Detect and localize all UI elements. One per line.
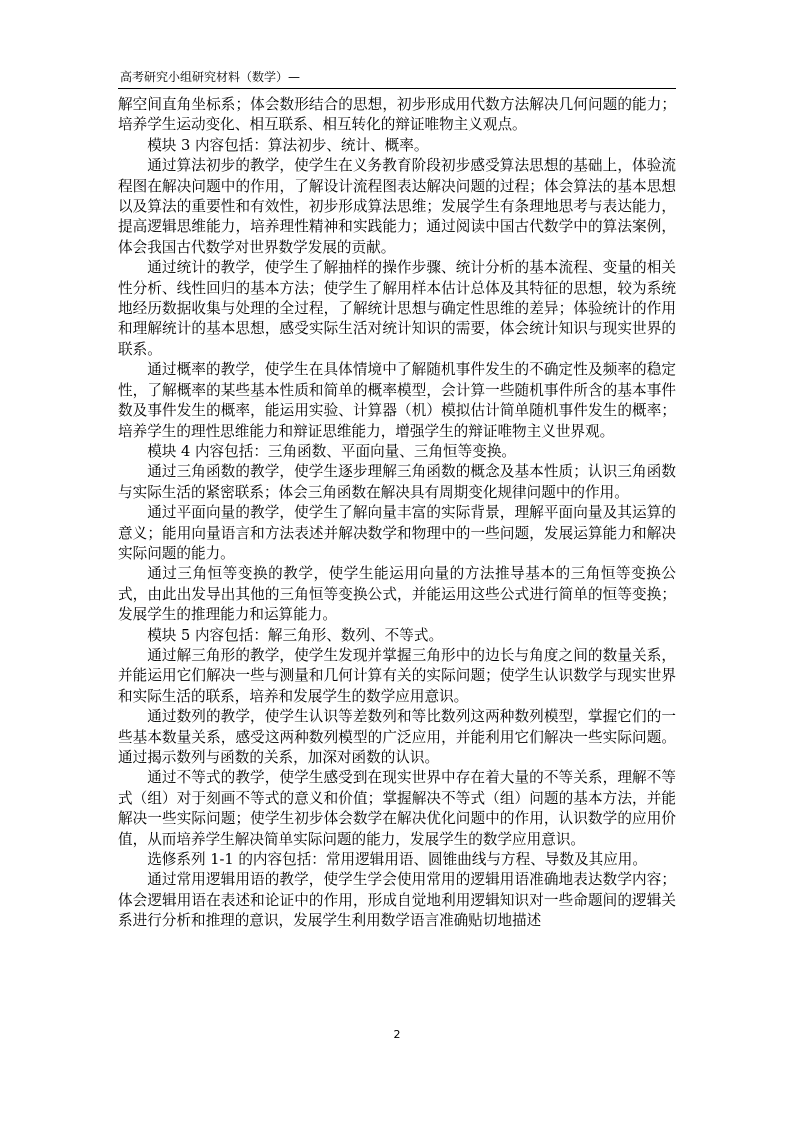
paragraph: 通过解三角形的教学，使学生发现并掌握三角形中的边长与角度之间的数量关系，并能运用它们解决一些与测量和几何计算有关的实际问题；使学生认识数学与现实世界和实际生活的联系，培养和发展学生的数学应用意识。 (118, 646, 676, 705)
paragraph: 选修系列 1-1 的内容包括：常用逻辑用语、圆锥曲线与方程、导数及其应用。 (147, 851, 647, 869)
paragraph: 模块 3 内容包括：算法初步、统计、概率。 (147, 136, 429, 154)
paragraph: 通过算法初步的教学，使学生在义务教育阶段初步感受算法思想的基础上，体验流程图在解决问题中的作用，了解设计流程图表达解决问题的过程；体会算法的基本思想以及算法的重要性和有效性，初步形成算法思维；发展学生有条理地思考与表达能力，提高逻辑思维能力，培养理性精神和实践能力；通过阅读中国古代数学中的算法案例，体会我国古代数学对世界数学发展的贡献。 (118, 157, 676, 256)
document-body (118, 95, 676, 932)
page-header: 高考研究小组研究材料（数学）— (120, 70, 301, 84)
paragraph: 通过数列的教学，使学生认识等差数列和等比数列这两种数列模型，掌握它们的一些基本数量关系，感受这两种数列模型的广泛应用，并能利用它们解决一些实际问题。通过揭示数列与函数的关系，加深对函数的认识。 (118, 708, 676, 766)
page-number: 2 (393, 1028, 401, 1041)
paragraph: 解空间直角坐标系；体会数形结合的思想，初步形成用代数方法解决几何问题的能力；培养学生运动变化、相互联系、相互转化的辩证唯物主义观点。 (118, 96, 676, 134)
paragraph: 通过不等式的教学，使学生感受到在现实世界中存在着大量的不等关系，理解不等式（组）对于刻画不等式的意义和价值；掌握解决不等式（组）问题的基本方法，并能解决一些实际问题；使学生初步体会数学在解决优化问题中的作用，认识数学的应用价值，从而培养学生解决简单实际问题的能力，发展学生的数学应用意识。 (118, 769, 676, 848)
header-divider (118, 88, 676, 89)
paragraph: 模块 4 内容包括：三角函数、平面向量、三角恒等变换。 (147, 442, 517, 460)
paragraph: 通过三角函数的教学，使学生逐步理解三角函数的概念及基本性质；认识三角函数与实际生活的紧密联系；体会三角函数在解决具有周期变化规律问题中的作用。 (118, 463, 676, 501)
paragraph: 通过平面向量的教学，使学生了解向量丰富的实际背景，理解平面向量及其运算的意义；能用向量语言和方法表述并解决数学和物理中的一些问题，发展运算能力和解决实际问题的能力。 (118, 504, 676, 562)
paragraph: 通过三角恒等变换的教学，使学生能运用向量的方法推导基本的三角恒等变换公式，由此出发导出其他的三角恒等变换公式，并能运用这些公式进行简单的恒等变换；发展学生的推理能力和运算能力。 (118, 565, 676, 624)
paragraph: 模块 5 内容包括：解三角形、数列、不等式。 (147, 626, 444, 644)
paragraph: 通过统计的教学，使学生了解抽样的操作步骤、统计分析的基本流程、变量的相关性分析、线性回归的基本方法；使学生了解用样本估计总体及其特征的思想，较为系统地经历数据收集与处理的全过程，了解统计思想与确定性思维的差异；体验统计的作用和理解统计的基本思想，感受实际生活对统计知识的需要，体会统计知识与现实世界的联系。 (118, 259, 676, 358)
paragraph: 通过概率的教学，使学生在具体情境中了解随机事件发生的不确定性及频率的稳定性，了解概率的某些基本性质和简单的概率模型，会计算一些随机事件所含的基本事件数及事件发生的概率，能运用实验、计算器（机）模拟估计简单随机事件发生的概率；培养学生的理性思维能力和辩证思维能力，增强学生的辩证唯物主义世界观。 (118, 361, 676, 440)
paragraph: 通过常用逻辑用语的教学，使学生学会使用常用的逻辑用语准确地表达数学内容；体会逻辑用语在表述和论证中的作用，形成自觉地利用逻辑知识对一些命题间的逻辑关系进行分析和推理的意识，发展学生利用数学语言准确贴切地描述 (118, 871, 676, 930)
